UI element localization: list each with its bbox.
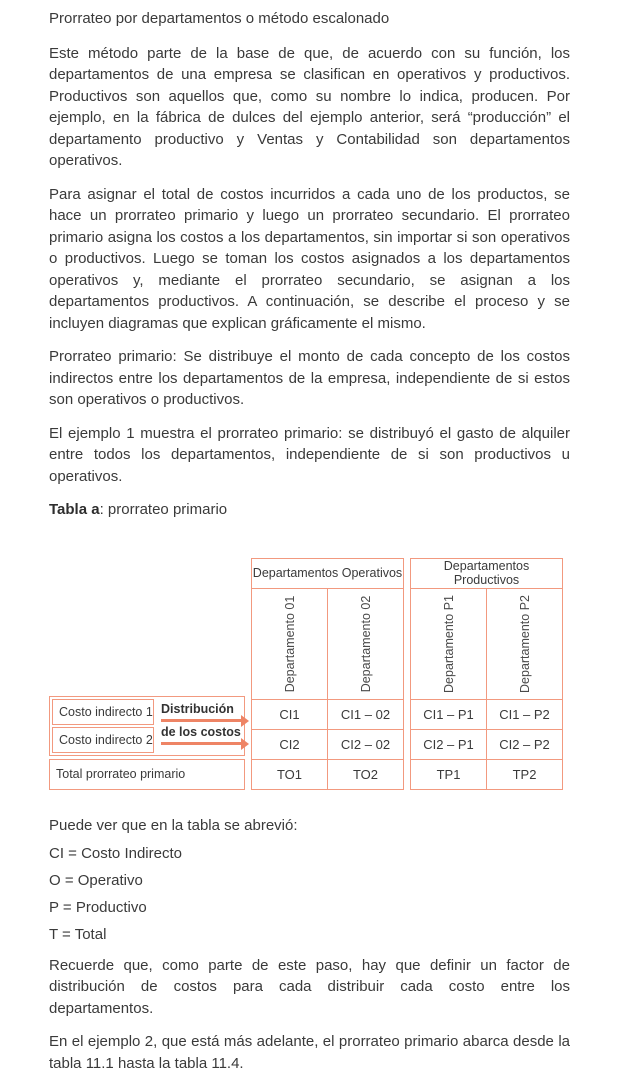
column-label-departamento-01 bbox=[252, 588, 328, 699]
table-cell: CI1 – P2 bbox=[487, 699, 563, 729]
abbreviation-item: T = Total bbox=[49, 926, 107, 943]
column-label-departamento-p2 bbox=[487, 588, 563, 699]
table-cell: CI2 – 02 bbox=[328, 729, 404, 759]
group-header-operativos: Departamentos Operativos bbox=[252, 558, 404, 588]
table-cell-total: TO2 bbox=[328, 759, 404, 789]
table-cell-total: TP2 bbox=[487, 759, 563, 789]
table-caption bbox=[49, 499, 570, 521]
group-header-productivos: Departamentos Productivos bbox=[411, 558, 563, 588]
abbreviation-intro: Puede ver que en la tabla se abrevió: bbox=[49, 816, 298, 834]
column-label-departamento-02 bbox=[328, 588, 404, 699]
table-row bbox=[252, 558, 404, 588]
rotated-column-label: Departamento P2 bbox=[517, 594, 532, 693]
body-paragraph-1: Este método parte de la base de que, de acuerdo con su función, los departamentos de una empresa se clasifican en operativos y productivos. Productivos son aquellos que, como su nombre lo indica, producen. Por ejemplo, en la fábrica de dulces del ejemplo anterior, será “producción” el departamento productivo y Ventas y Contabilidad son departamentos operativos. bbox=[49, 44, 570, 169]
table-row bbox=[252, 588, 404, 699]
distribution-line-2 bbox=[161, 726, 244, 747]
body-paragraph-4: El ejemplo 1 muestra el prorrateo primario: se distribuyó el gasto de alquiler entre todos los departamentos, independiente de si son productivos u operativos. bbox=[49, 424, 570, 485]
table-cell: CI1 – P1 bbox=[411, 699, 487, 729]
right-arrow-icon bbox=[161, 742, 242, 745]
group-table-operativos bbox=[251, 558, 404, 790]
abbreviation-item: CI = Costo Indirecto bbox=[49, 845, 182, 862]
abbreviation-list bbox=[49, 843, 570, 946]
body-paragraph-5: Recuerde que, como parte de este paso, hay que definir un factor de distribución de costos para cada distribuir cada costo entre los departamentos. bbox=[49, 956, 570, 1017]
rotated-column-label: Departamento 01 bbox=[282, 595, 297, 692]
group-table-productivos bbox=[410, 558, 563, 790]
table-left-block bbox=[49, 696, 245, 790]
rotated-column-label: Departamento P1 bbox=[441, 594, 456, 693]
table-cell-total: TP1 bbox=[411, 759, 487, 789]
table-cell: CI2 bbox=[252, 729, 328, 759]
table-cell: CI2 – P2 bbox=[487, 729, 563, 759]
row-label-total-prorrateo-primario: Total prorrateo primario bbox=[49, 759, 245, 790]
table-row bbox=[252, 759, 404, 789]
abbreviation-item: P = Productivo bbox=[49, 899, 147, 916]
right-arrow-icon bbox=[161, 719, 242, 722]
distribution-label-text-2: de los costos bbox=[161, 725, 241, 739]
prorrateo-primario-table bbox=[49, 558, 570, 790]
table-row bbox=[411, 588, 563, 699]
row-label-costo-indirecto-2: Costo indirecto 2 bbox=[52, 727, 154, 753]
table-cell: CI1 bbox=[252, 699, 328, 729]
column-label-departamento-p1 bbox=[411, 588, 487, 699]
cost-rows-box bbox=[49, 696, 245, 756]
distribution-label-text-1: Distribución bbox=[161, 702, 234, 716]
page-title: Prorrateo por departamentos o método escalonado bbox=[49, 10, 390, 27]
table-cell: CI2 – P1 bbox=[411, 729, 487, 759]
body-paragraph-3: Prorrateo primario: Se distribuye el monto de cada concepto de los costos indirectos entre los departamentos de la empresa, independiente de si estos son operativos o productivos. bbox=[49, 348, 570, 408]
table-row bbox=[411, 759, 563, 789]
body-paragraph-2: Para asignar el total de costos incurridos a cada uno de los productos, se hace un prorrateo primario y luego un prorrateo secundario. El prorrateo primario asigna los costos a los departamentos, sin importar si son operativos o productivos. Luego se toman los costos asignados a los departamentos operativos y, mediante el prorrateo secundario, se asignan a los departamentos productivos. A continuación, se describe el proceso y se incluyen diagramas que explican gráficamente el mismo. bbox=[49, 185, 570, 332]
row-label-costo-indirecto-1: Costo indirecto 1 bbox=[52, 699, 154, 725]
distribution-label-block bbox=[156, 697, 244, 755]
table-caption-label: Tabla a bbox=[49, 501, 100, 518]
table-caption-text: : prorrateo primario bbox=[99, 501, 228, 518]
table-row bbox=[252, 729, 404, 759]
table-row bbox=[252, 699, 404, 729]
table-row bbox=[411, 558, 563, 588]
distribution-line-1 bbox=[161, 703, 244, 724]
rotated-column-label: Departamento 02 bbox=[358, 595, 373, 692]
abbreviation-item: O = Operativo bbox=[49, 872, 143, 889]
table-cell-total: TO1 bbox=[252, 759, 328, 789]
body-paragraph-6: En el ejemplo 2, que está más adelante, el prorrateo primario abarca desde la tabla 11.1 hasta la tabla 11.4. bbox=[49, 1033, 570, 1072]
table-cell: CI1 – 02 bbox=[328, 699, 404, 729]
table-row bbox=[411, 699, 563, 729]
table-row bbox=[411, 729, 563, 759]
cost-row-labels bbox=[50, 697, 156, 755]
